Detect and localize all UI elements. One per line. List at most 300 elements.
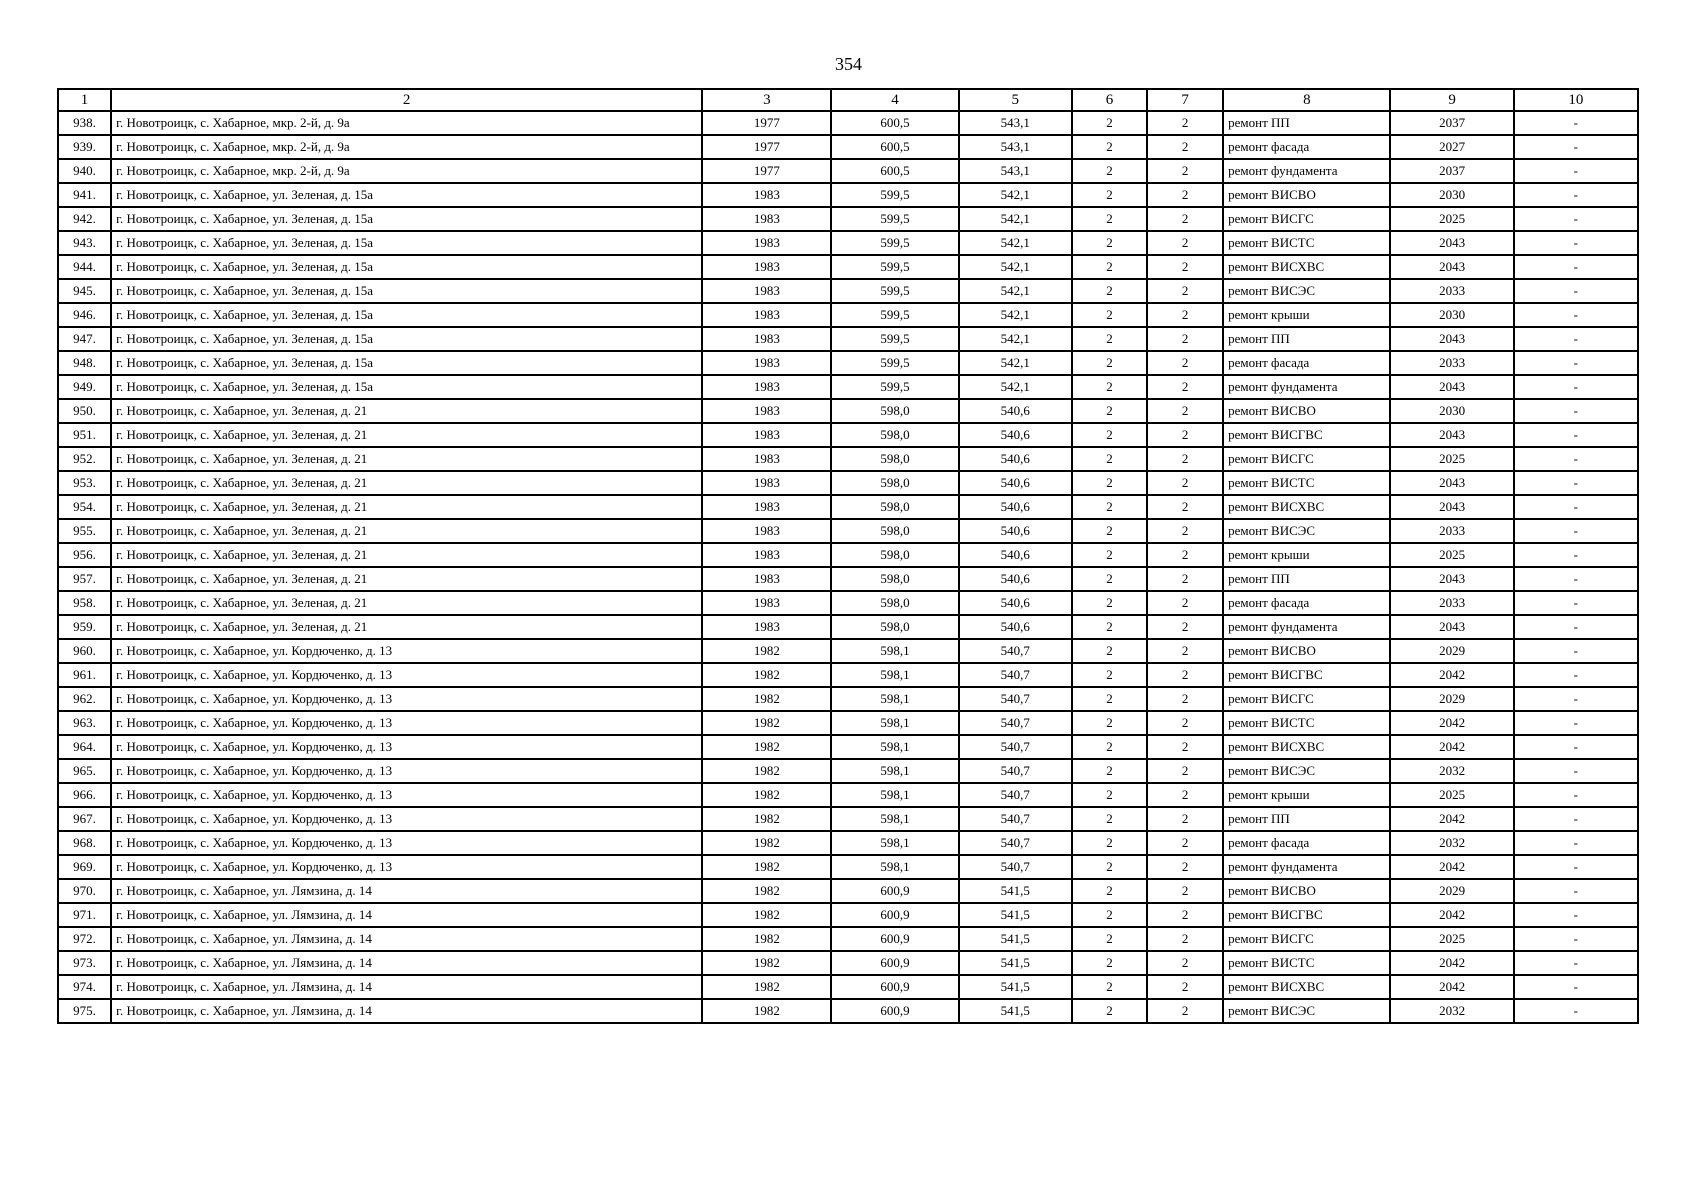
work-type-cell: ремонт фундамента xyxy=(1223,855,1390,879)
note-cell: - xyxy=(1514,423,1638,447)
table-row xyxy=(58,567,1638,591)
work-type-cell: ремонт ВИСХВС xyxy=(1223,255,1390,279)
address-cell: г. Новотроицк, с. Хабарное, мкр. 2-й, д. 9а xyxy=(111,135,702,159)
work-type-cell: ремонт фундамента xyxy=(1223,615,1390,639)
entrances-cell: 2 xyxy=(1147,519,1223,543)
year-built-cell: 1983 xyxy=(702,375,831,399)
entrances-cell: 2 xyxy=(1147,831,1223,855)
note-cell: - xyxy=(1514,183,1638,207)
living-area-cell: 542,1 xyxy=(959,207,1072,231)
floors-cell: 2 xyxy=(1072,255,1147,279)
work-type-cell: ремонт фасада xyxy=(1223,135,1390,159)
year-built-cell: 1982 xyxy=(702,951,831,975)
entrances-cell: 2 xyxy=(1147,687,1223,711)
note-cell: - xyxy=(1514,303,1638,327)
planned-year-cell: 2043 xyxy=(1390,375,1513,399)
note-cell: - xyxy=(1514,807,1638,831)
row-number-cell: 969. xyxy=(58,855,111,879)
work-type-cell: ремонт ВИСВО xyxy=(1223,879,1390,903)
row-number-cell: 944. xyxy=(58,255,111,279)
living-area-cell: 541,5 xyxy=(959,879,1072,903)
planned-year-cell: 2027 xyxy=(1390,135,1513,159)
year-built-cell: 1977 xyxy=(702,159,831,183)
total-area-cell: 598,1 xyxy=(831,783,958,807)
living-area-cell: 542,1 xyxy=(959,255,1072,279)
row-number-cell: 943. xyxy=(58,231,111,255)
row-number-cell: 952. xyxy=(58,447,111,471)
planned-year-cell: 2029 xyxy=(1390,687,1513,711)
floors-cell: 2 xyxy=(1072,999,1147,1023)
planned-year-cell: 2042 xyxy=(1390,855,1513,879)
planned-year-cell: 2042 xyxy=(1390,663,1513,687)
total-area-cell: 600,9 xyxy=(831,951,958,975)
entrances-cell: 2 xyxy=(1147,879,1223,903)
total-area-cell: 598,0 xyxy=(831,567,958,591)
entrances-cell: 2 xyxy=(1147,543,1223,567)
row-number-cell: 956. xyxy=(58,543,111,567)
floors-cell: 2 xyxy=(1072,159,1147,183)
address-cell: г. Новотроицк, с. Хабарное, ул. Кордюченко, д. 13 xyxy=(111,831,702,855)
column-header: 9 xyxy=(1390,89,1513,111)
total-area-cell: 600,9 xyxy=(831,975,958,999)
note-cell: - xyxy=(1514,279,1638,303)
row-number-cell: 971. xyxy=(58,903,111,927)
column-header: 5 xyxy=(959,89,1072,111)
living-area-cell: 541,5 xyxy=(959,975,1072,999)
year-built-cell: 1982 xyxy=(702,855,831,879)
address-cell: г. Новотроицк, с. Хабарное, ул. Лямзина, д. 14 xyxy=(111,927,702,951)
floors-cell: 2 xyxy=(1072,855,1147,879)
work-type-cell: ремонт ВИСГВС xyxy=(1223,423,1390,447)
note-cell: - xyxy=(1514,591,1638,615)
address-cell: г. Новотроицк, с. Хабарное, ул. Кордюченко, д. 13 xyxy=(111,639,702,663)
row-number-cell: 953. xyxy=(58,471,111,495)
total-area-cell: 600,9 xyxy=(831,903,958,927)
table-row xyxy=(58,183,1638,207)
year-built-cell: 1982 xyxy=(702,711,831,735)
column-header: 6 xyxy=(1072,89,1147,111)
total-area-cell: 598,1 xyxy=(831,807,958,831)
note-cell: - xyxy=(1514,399,1638,423)
note-cell: - xyxy=(1514,135,1638,159)
table-row xyxy=(58,423,1638,447)
living-area-cell: 540,7 xyxy=(959,855,1072,879)
living-area-cell: 540,6 xyxy=(959,567,1072,591)
address-cell: г. Новотроицк, с. Хабарное, ул. Лямзина, д. 14 xyxy=(111,903,702,927)
living-area-cell: 540,7 xyxy=(959,807,1072,831)
entrances-cell: 2 xyxy=(1147,567,1223,591)
work-type-cell: ремонт ВИСЭС xyxy=(1223,999,1390,1023)
note-cell: - xyxy=(1514,735,1638,759)
work-type-cell: ремонт фундамента xyxy=(1223,159,1390,183)
planned-year-cell: 2043 xyxy=(1390,495,1513,519)
living-area-cell: 542,1 xyxy=(959,183,1072,207)
address-cell: г. Новотроицк, с. Хабарное, мкр. 2-й, д. 9а xyxy=(111,111,702,135)
year-built-cell: 1983 xyxy=(702,399,831,423)
table-row xyxy=(58,639,1638,663)
table-row xyxy=(58,303,1638,327)
living-area-cell: 541,5 xyxy=(959,903,1072,927)
entrances-cell: 2 xyxy=(1147,351,1223,375)
planned-year-cell: 2025 xyxy=(1390,207,1513,231)
living-area-cell: 540,6 xyxy=(959,615,1072,639)
registry-table xyxy=(57,88,1639,1024)
work-type-cell: ремонт ВИСВО xyxy=(1223,183,1390,207)
planned-year-cell: 2043 xyxy=(1390,423,1513,447)
year-built-cell: 1983 xyxy=(702,351,831,375)
row-number-cell: 938. xyxy=(58,111,111,135)
planned-year-cell: 2042 xyxy=(1390,807,1513,831)
table-row xyxy=(58,279,1638,303)
entrances-cell: 2 xyxy=(1147,855,1223,879)
planned-year-cell: 2025 xyxy=(1390,447,1513,471)
planned-year-cell: 2043 xyxy=(1390,327,1513,351)
living-area-cell: 541,5 xyxy=(959,951,1072,975)
note-cell: - xyxy=(1514,255,1638,279)
entrances-cell: 2 xyxy=(1147,111,1223,135)
work-type-cell: ремонт ВИСГВС xyxy=(1223,663,1390,687)
planned-year-cell: 2033 xyxy=(1390,351,1513,375)
address-cell: г. Новотроицк, с. Хабарное, ул. Зеленая, д. 21 xyxy=(111,567,702,591)
floors-cell: 2 xyxy=(1072,471,1147,495)
entrances-cell: 2 xyxy=(1147,759,1223,783)
column-header: 10 xyxy=(1514,89,1638,111)
year-built-cell: 1983 xyxy=(702,615,831,639)
year-built-cell: 1983 xyxy=(702,519,831,543)
total-area-cell: 599,5 xyxy=(831,375,958,399)
total-area-cell: 600,5 xyxy=(831,111,958,135)
address-cell: г. Новотроицк, с. Хабарное, ул. Кордюченко, д. 13 xyxy=(111,663,702,687)
total-area-cell: 598,0 xyxy=(831,519,958,543)
entrances-cell: 2 xyxy=(1147,639,1223,663)
year-built-cell: 1977 xyxy=(702,111,831,135)
address-cell: г. Новотроицк, с. Хабарное, ул. Кордюченко, д. 13 xyxy=(111,855,702,879)
note-cell: - xyxy=(1514,687,1638,711)
work-type-cell: ремонт ПП xyxy=(1223,111,1390,135)
total-area-cell: 600,5 xyxy=(831,135,958,159)
year-built-cell: 1982 xyxy=(702,903,831,927)
total-area-cell: 598,1 xyxy=(831,759,958,783)
row-number-cell: 968. xyxy=(58,831,111,855)
work-type-cell: ремонт фасада xyxy=(1223,831,1390,855)
row-number-cell: 947. xyxy=(58,327,111,351)
year-built-cell: 1982 xyxy=(702,807,831,831)
row-number-cell: 959. xyxy=(58,615,111,639)
row-number-cell: 967. xyxy=(58,807,111,831)
living-area-cell: 540,7 xyxy=(959,663,1072,687)
year-built-cell: 1982 xyxy=(702,831,831,855)
row-number-cell: 945. xyxy=(58,279,111,303)
table-row xyxy=(58,855,1638,879)
table-row xyxy=(58,999,1638,1023)
address-cell: г. Новотроицк, с. Хабарное, ул. Зеленая, д. 21 xyxy=(111,423,702,447)
row-number-cell: 939. xyxy=(58,135,111,159)
year-built-cell: 1983 xyxy=(702,231,831,255)
entrances-cell: 2 xyxy=(1147,735,1223,759)
page-number: 354 xyxy=(835,54,862,74)
planned-year-cell: 2030 xyxy=(1390,183,1513,207)
entrances-cell: 2 xyxy=(1147,279,1223,303)
address-cell: г. Новотроицк, с. Хабарное, ул. Зеленая, д. 15а xyxy=(111,279,702,303)
row-number-cell: 965. xyxy=(58,759,111,783)
year-built-cell: 1982 xyxy=(702,879,831,903)
row-number-cell: 964. xyxy=(58,735,111,759)
entrances-cell: 2 xyxy=(1147,303,1223,327)
table-row xyxy=(58,231,1638,255)
note-cell: - xyxy=(1514,855,1638,879)
address-cell: г. Новотроицк, с. Хабарное, ул. Зеленая, д. 21 xyxy=(111,471,702,495)
living-area-cell: 542,1 xyxy=(959,327,1072,351)
address-cell: г. Новотроицк, с. Хабарное, ул. Зеленая, д. 21 xyxy=(111,615,702,639)
table-row xyxy=(58,135,1638,159)
year-built-cell: 1983 xyxy=(702,567,831,591)
entrances-cell: 2 xyxy=(1147,711,1223,735)
floors-cell: 2 xyxy=(1072,927,1147,951)
planned-year-cell: 2037 xyxy=(1390,159,1513,183)
table-row xyxy=(58,447,1638,471)
row-number-cell: 957. xyxy=(58,567,111,591)
address-cell: г. Новотроицк, с. Хабарное, ул. Зеленая, д. 21 xyxy=(111,543,702,567)
table-row xyxy=(58,495,1638,519)
work-type-cell: ремонт крыши xyxy=(1223,543,1390,567)
planned-year-cell: 2042 xyxy=(1390,735,1513,759)
entrances-cell: 2 xyxy=(1147,399,1223,423)
note-cell: - xyxy=(1514,447,1638,471)
table-row xyxy=(58,399,1638,423)
address-cell: г. Новотроицк, с. Хабарное, ул. Зеленая, д. 15а xyxy=(111,183,702,207)
work-type-cell: ремонт ВИСВО xyxy=(1223,639,1390,663)
table-row xyxy=(58,663,1638,687)
row-number-cell: 966. xyxy=(58,783,111,807)
work-type-cell: ремонт ВИСГС xyxy=(1223,207,1390,231)
planned-year-cell: 2025 xyxy=(1390,783,1513,807)
table-row xyxy=(58,783,1638,807)
floors-cell: 2 xyxy=(1072,951,1147,975)
work-type-cell: ремонт ВИСЭС xyxy=(1223,279,1390,303)
planned-year-cell: 2033 xyxy=(1390,279,1513,303)
work-type-cell: ремонт фасада xyxy=(1223,351,1390,375)
work-type-cell: ремонт фундамента xyxy=(1223,375,1390,399)
work-type-cell: ремонт ВИСТС xyxy=(1223,711,1390,735)
table-row xyxy=(58,951,1638,975)
note-cell: - xyxy=(1514,639,1638,663)
column-header: 2 xyxy=(111,89,702,111)
living-area-cell: 540,6 xyxy=(959,447,1072,471)
work-type-cell: ремонт ВИСЭС xyxy=(1223,519,1390,543)
year-built-cell: 1983 xyxy=(702,543,831,567)
entrances-cell: 2 xyxy=(1147,135,1223,159)
address-cell: г. Новотроицк, с. Хабарное, ул. Зеленая, д. 15а xyxy=(111,207,702,231)
table-row xyxy=(58,807,1638,831)
entrances-cell: 2 xyxy=(1147,663,1223,687)
living-area-cell: 542,1 xyxy=(959,375,1072,399)
living-area-cell: 540,7 xyxy=(959,759,1072,783)
living-area-cell: 540,7 xyxy=(959,831,1072,855)
row-number-cell: 960. xyxy=(58,639,111,663)
note-cell: - xyxy=(1514,759,1638,783)
floors-cell: 2 xyxy=(1072,759,1147,783)
total-area-cell: 599,5 xyxy=(831,327,958,351)
row-number-cell: 946. xyxy=(58,303,111,327)
planned-year-cell: 2032 xyxy=(1390,999,1513,1023)
work-type-cell: ремонт ВИСТС xyxy=(1223,231,1390,255)
floors-cell: 2 xyxy=(1072,447,1147,471)
column-header: 7 xyxy=(1147,89,1223,111)
floors-cell: 2 xyxy=(1072,975,1147,999)
note-cell: - xyxy=(1514,495,1638,519)
entrances-cell: 2 xyxy=(1147,471,1223,495)
note-cell: - xyxy=(1514,783,1638,807)
entrances-cell: 2 xyxy=(1147,447,1223,471)
floors-cell: 2 xyxy=(1072,663,1147,687)
table-row xyxy=(58,111,1638,135)
total-area-cell: 598,1 xyxy=(831,831,958,855)
entrances-cell: 2 xyxy=(1147,207,1223,231)
planned-year-cell: 2032 xyxy=(1390,759,1513,783)
table-row xyxy=(58,543,1638,567)
floors-cell: 2 xyxy=(1072,183,1147,207)
note-cell: - xyxy=(1514,951,1638,975)
row-number-cell: 949. xyxy=(58,375,111,399)
floors-cell: 2 xyxy=(1072,831,1147,855)
year-built-cell: 1983 xyxy=(702,183,831,207)
entrances-cell: 2 xyxy=(1147,615,1223,639)
living-area-cell: 540,7 xyxy=(959,711,1072,735)
work-type-cell: ремонт крыши xyxy=(1223,303,1390,327)
column-header: 1 xyxy=(58,89,111,111)
total-area-cell: 598,0 xyxy=(831,423,958,447)
floors-cell: 2 xyxy=(1072,111,1147,135)
total-area-cell: 600,9 xyxy=(831,879,958,903)
year-built-cell: 1977 xyxy=(702,135,831,159)
entrances-cell: 2 xyxy=(1147,951,1223,975)
table-row xyxy=(58,759,1638,783)
floors-cell: 2 xyxy=(1072,639,1147,663)
table-row xyxy=(58,327,1638,351)
header-row xyxy=(58,89,1638,111)
total-area-cell: 599,5 xyxy=(831,351,958,375)
total-area-cell: 598,1 xyxy=(831,639,958,663)
work-type-cell: ремонт ВИСГС xyxy=(1223,687,1390,711)
work-type-cell: ремонт фасада xyxy=(1223,591,1390,615)
entrances-cell: 2 xyxy=(1147,183,1223,207)
planned-year-cell: 2030 xyxy=(1390,303,1513,327)
address-cell: г. Новотроицк, с. Хабарное, ул. Зеленая, д. 21 xyxy=(111,495,702,519)
address-cell: г. Новотроицк, с. Хабарное, ул. Кордюченко, д. 13 xyxy=(111,783,702,807)
table-row xyxy=(58,375,1638,399)
row-number-cell: 974. xyxy=(58,975,111,999)
row-number-cell: 973. xyxy=(58,951,111,975)
note-cell: - xyxy=(1514,927,1638,951)
work-type-cell: ремонт ВИСХВС xyxy=(1223,735,1390,759)
table-row xyxy=(58,879,1638,903)
address-cell: г. Новотроицк, с. Хабарное, ул. Лямзина, д. 14 xyxy=(111,951,702,975)
table-row xyxy=(58,255,1638,279)
table-row xyxy=(58,903,1638,927)
row-number-cell: 962. xyxy=(58,687,111,711)
work-type-cell: ремонт крыши xyxy=(1223,783,1390,807)
column-header: 3 xyxy=(702,89,831,111)
note-cell: - xyxy=(1514,519,1638,543)
address-cell: г. Новотроицк, с. Хабарное, ул. Лямзина, д. 14 xyxy=(111,879,702,903)
work-type-cell: ремонт ВИСХВС xyxy=(1223,975,1390,999)
living-area-cell: 540,6 xyxy=(959,543,1072,567)
note-cell: - xyxy=(1514,351,1638,375)
table-row xyxy=(58,831,1638,855)
note-cell: - xyxy=(1514,159,1638,183)
note-cell: - xyxy=(1514,903,1638,927)
living-area-cell: 540,6 xyxy=(959,519,1072,543)
work-type-cell: ремонт ПП xyxy=(1223,327,1390,351)
year-built-cell: 1983 xyxy=(702,423,831,447)
address-cell: г. Новотроицк, с. Хабарное, ул. Зеленая, д. 21 xyxy=(111,399,702,423)
row-number-cell: 958. xyxy=(58,591,111,615)
entrances-cell: 2 xyxy=(1147,327,1223,351)
floors-cell: 2 xyxy=(1072,543,1147,567)
row-number-cell: 955. xyxy=(58,519,111,543)
note-cell: - xyxy=(1514,231,1638,255)
living-area-cell: 540,6 xyxy=(959,495,1072,519)
note-cell: - xyxy=(1514,615,1638,639)
table-row xyxy=(58,471,1638,495)
note-cell: - xyxy=(1514,879,1638,903)
note-cell: - xyxy=(1514,375,1638,399)
year-built-cell: 1983 xyxy=(702,207,831,231)
year-built-cell: 1982 xyxy=(702,663,831,687)
living-area-cell: 542,1 xyxy=(959,279,1072,303)
address-cell: г. Новотроицк, с. Хабарное, ул. Зеленая, д. 15а xyxy=(111,375,702,399)
note-cell: - xyxy=(1514,327,1638,351)
floors-cell: 2 xyxy=(1072,423,1147,447)
table-row xyxy=(58,735,1638,759)
total-area-cell: 600,5 xyxy=(831,159,958,183)
note-cell: - xyxy=(1514,207,1638,231)
entrances-cell: 2 xyxy=(1147,255,1223,279)
planned-year-cell: 2032 xyxy=(1390,831,1513,855)
work-type-cell: ремонт ВИСВО xyxy=(1223,399,1390,423)
total-area-cell: 599,5 xyxy=(831,207,958,231)
row-number-cell: 940. xyxy=(58,159,111,183)
entrances-cell: 2 xyxy=(1147,783,1223,807)
total-area-cell: 598,1 xyxy=(831,663,958,687)
address-cell: г. Новотроицк, с. Хабарное, ул. Зеленая, д. 21 xyxy=(111,519,702,543)
table-row xyxy=(58,519,1638,543)
floors-cell: 2 xyxy=(1072,495,1147,519)
entrances-cell: 2 xyxy=(1147,591,1223,615)
year-built-cell: 1983 xyxy=(702,255,831,279)
row-number-cell: 975. xyxy=(58,999,111,1023)
living-area-cell: 540,7 xyxy=(959,783,1072,807)
work-type-cell: ремонт ВИСГС xyxy=(1223,447,1390,471)
note-cell: - xyxy=(1514,975,1638,999)
row-number-cell: 961. xyxy=(58,663,111,687)
work-type-cell: ремонт ВИСТС xyxy=(1223,951,1390,975)
year-built-cell: 1982 xyxy=(702,999,831,1023)
living-area-cell: 540,6 xyxy=(959,591,1072,615)
note-cell: - xyxy=(1514,999,1638,1023)
living-area-cell: 541,5 xyxy=(959,927,1072,951)
planned-year-cell: 2025 xyxy=(1390,543,1513,567)
floors-cell: 2 xyxy=(1072,519,1147,543)
work-type-cell: ремонт ВИСТС xyxy=(1223,471,1390,495)
address-cell: г. Новотроицк, с. Хабарное, мкр. 2-й, д. 9а xyxy=(111,159,702,183)
floors-cell: 2 xyxy=(1072,687,1147,711)
year-built-cell: 1982 xyxy=(702,735,831,759)
row-number-cell: 963. xyxy=(58,711,111,735)
address-cell: г. Новотроицк, с. Хабарное, ул. Зеленая, д. 15а xyxy=(111,231,702,255)
living-area-cell: 540,7 xyxy=(959,735,1072,759)
address-cell: г. Новотроицк, с. Хабарное, ул. Лямзина, д. 14 xyxy=(111,999,702,1023)
